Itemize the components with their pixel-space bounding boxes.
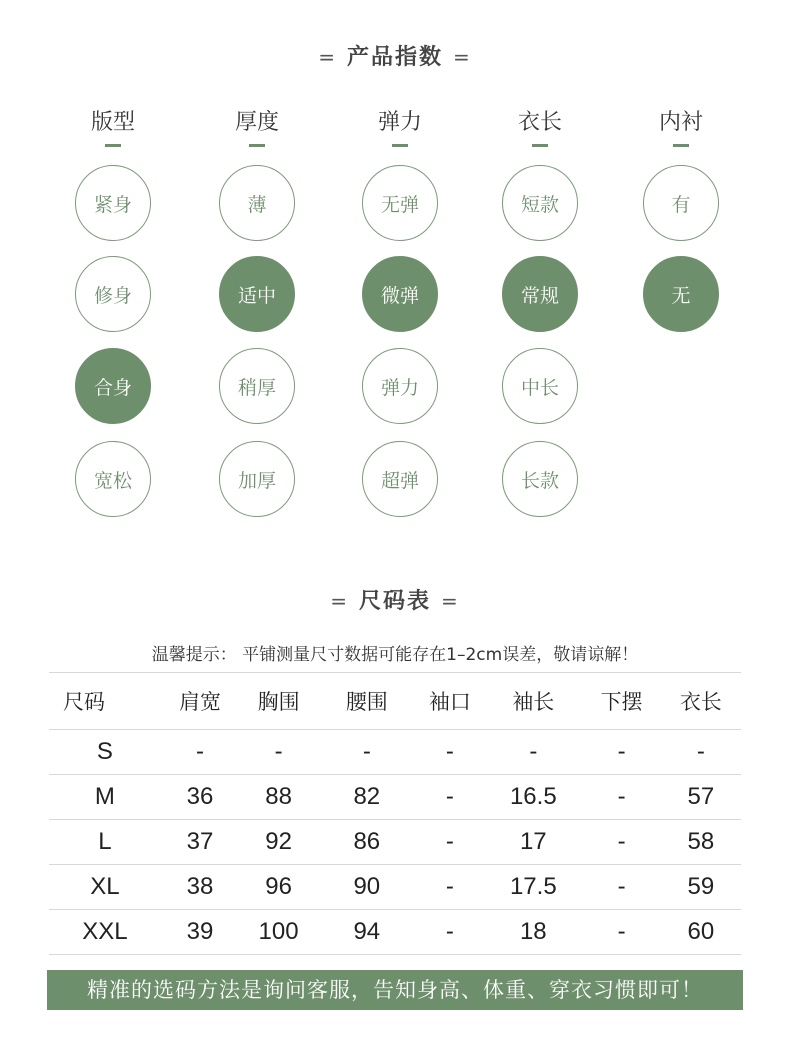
attribute-header-underline xyxy=(532,144,548,147)
size-value-cell: 86 xyxy=(318,820,416,865)
size-value-cell: - xyxy=(416,775,484,820)
product-index-title xyxy=(0,40,790,71)
size-value-cell: 90 xyxy=(318,865,416,910)
attribute-header-underline xyxy=(105,144,121,147)
attribute-option: 紧身 xyxy=(75,165,151,241)
size-value-cell: 57 xyxy=(661,775,741,820)
table-row xyxy=(49,910,741,955)
size-chart-heading: 尺码表 xyxy=(358,589,431,614)
size-value-cell: - xyxy=(416,865,484,910)
attribute-header-label: 厚度 xyxy=(234,110,279,135)
table-row xyxy=(49,730,741,775)
attribute-option: 超弹 xyxy=(362,441,438,517)
size-value-cell: - xyxy=(582,865,660,910)
attribute-column-header xyxy=(636,108,726,147)
size-value-cell: 36 xyxy=(161,775,239,820)
attribute-header-label: 弹力 xyxy=(377,110,422,135)
attribute-option: 无弹 xyxy=(362,165,438,241)
size-table xyxy=(49,672,741,955)
size-value-cell: - xyxy=(416,910,484,955)
attribute-column-header xyxy=(68,108,158,147)
size-value-cell: - xyxy=(582,775,660,820)
size-value-cell: 96 xyxy=(239,865,318,910)
size-value-cell: 58 xyxy=(661,820,741,865)
product-index-heading: 产品指数 xyxy=(346,45,443,70)
size-value-cell: 100 xyxy=(239,910,318,955)
attribute-option: 中长 xyxy=(502,348,578,424)
attribute-header-label: 版型 xyxy=(90,110,135,135)
size-advice-banner: 精准的选码方法是询问客服，告知身高、体重、穿衣习惯即可！ xyxy=(47,970,743,1010)
size-column-header: 袖口 xyxy=(416,673,484,730)
size-value-cell: - xyxy=(416,820,484,865)
size-value-cell: 39 xyxy=(161,910,239,955)
size-value-cell: 18 xyxy=(484,910,582,955)
size-value-cell: - xyxy=(239,730,318,775)
size-value-cell: 38 xyxy=(161,865,239,910)
attribute-option: 有 xyxy=(643,165,719,241)
table-row xyxy=(49,865,741,910)
size-value-cell: 17.5 xyxy=(484,865,582,910)
size-label-cell: XXL xyxy=(49,910,161,955)
size-value-cell: 94 xyxy=(318,910,416,955)
attribute-option: 长款 xyxy=(502,441,578,517)
size-value-cell: - xyxy=(582,820,660,865)
size-value-cell: 17 xyxy=(484,820,582,865)
size-table-header xyxy=(49,673,741,730)
size-value-cell: 60 xyxy=(661,910,741,955)
size-value-cell: 92 xyxy=(239,820,318,865)
size-value-cell: - xyxy=(318,730,416,775)
attribute-option-selected: 无 xyxy=(643,256,719,332)
size-label-cell: M xyxy=(49,775,161,820)
attribute-header-label: 衣长 xyxy=(517,110,562,135)
size-value-cell: - xyxy=(582,730,660,775)
size-column-header: 肩宽 xyxy=(161,673,239,730)
size-chart-title xyxy=(0,584,790,615)
size-column-header: 胸围 xyxy=(239,673,318,730)
title-divider-right: = xyxy=(441,589,460,613)
size-column-header: 袖长 xyxy=(484,673,582,730)
attribute-column-header xyxy=(212,108,302,147)
size-value-cell: - xyxy=(484,730,582,775)
table-row xyxy=(49,820,741,865)
attribute-option: 宽松 xyxy=(75,441,151,517)
size-value-cell: - xyxy=(661,730,741,775)
attribute-option: 修身 xyxy=(75,256,151,332)
size-value-cell: - xyxy=(582,910,660,955)
attribute-option: 加厚 xyxy=(219,441,295,517)
table-row xyxy=(49,775,741,820)
attribute-option-selected: 合身 xyxy=(75,348,151,424)
attribute-option: 稍厚 xyxy=(219,348,295,424)
size-value-cell: - xyxy=(161,730,239,775)
size-label-cell: S xyxy=(49,730,161,775)
attribute-column-header xyxy=(355,108,445,147)
size-value-cell: 37 xyxy=(161,820,239,865)
size-column-header: 尺码 xyxy=(49,673,161,730)
attribute-column-header xyxy=(495,108,585,147)
size-value-cell: 16.5 xyxy=(484,775,582,820)
measurement-note: 温馨提示： 平铺测量尺寸数据可能存在1–2cm误差，敬请谅解！ xyxy=(151,645,639,665)
attribute-header-underline xyxy=(392,144,408,147)
attribute-header-underline xyxy=(249,144,265,147)
attribute-option: 短款 xyxy=(502,165,578,241)
size-value-cell: 88 xyxy=(239,775,318,820)
attribute-header-label: 内衬 xyxy=(658,110,703,135)
title-divider-right: = xyxy=(453,45,472,69)
size-value-cell: 59 xyxy=(661,865,741,910)
size-value-cell: - xyxy=(416,730,484,775)
attribute-option-selected: 微弹 xyxy=(362,256,438,332)
attribute-option: 薄 xyxy=(219,165,295,241)
size-column-header: 下摆 xyxy=(582,673,660,730)
attribute-option-selected: 适中 xyxy=(219,256,295,332)
attribute-header-underline xyxy=(673,144,689,147)
title-divider-left: = xyxy=(318,45,337,69)
attribute-option: 弹力 xyxy=(362,348,438,424)
size-label-cell: L xyxy=(49,820,161,865)
attribute-option-selected: 常规 xyxy=(502,256,578,332)
title-divider-left: = xyxy=(330,589,349,613)
size-column-header: 衣长 xyxy=(661,673,741,730)
size-column-header: 腰围 xyxy=(318,673,416,730)
size-label-cell: XL xyxy=(49,865,161,910)
size-value-cell: 82 xyxy=(318,775,416,820)
